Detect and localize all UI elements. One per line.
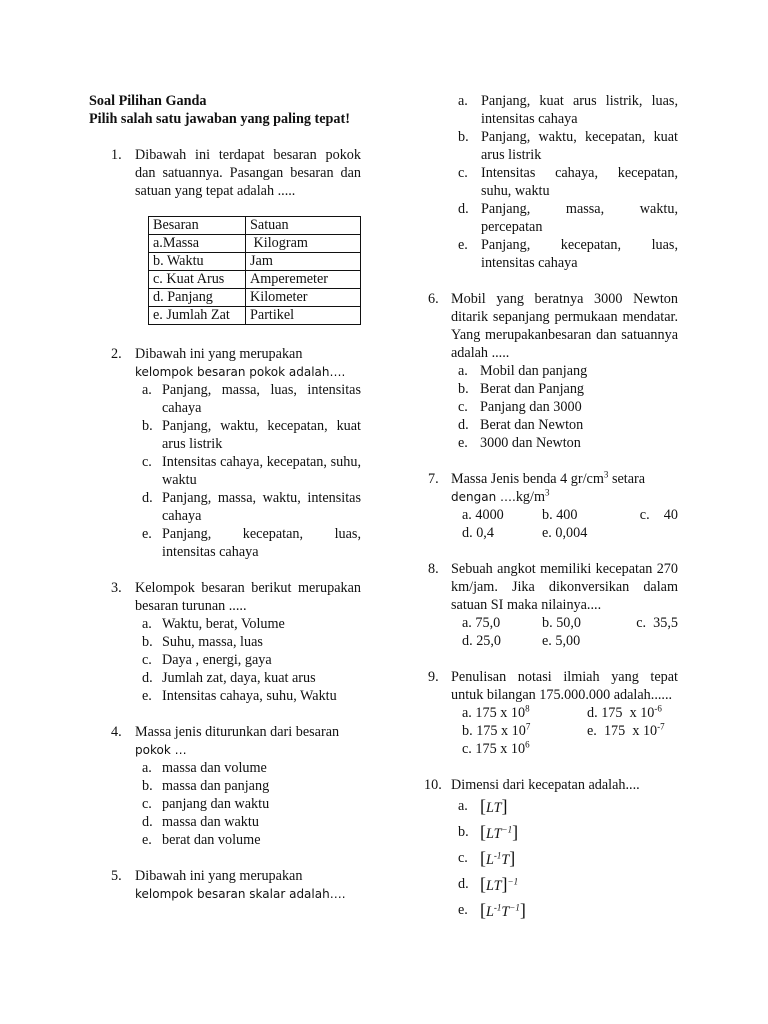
option-letter: a. [142,382,152,398]
option-text: d. 175 x 10 [587,705,655,721]
option-letter: e. [142,832,152,848]
option-letter: e. [458,237,468,253]
superscript: 3 [603,469,609,480]
option-text: Jumlah zat, daya, kuat arus [162,670,316,686]
option-letter: e. [142,526,152,542]
option-d [135,489,361,525]
question-text-continued [451,488,678,506]
option-letter: d. [458,417,469,433]
exponent: -1 [493,850,502,861]
option-text: Intensitas cahaya, suhu, Waktu [162,688,337,704]
question-number: 5. [111,868,122,884]
option-letter: e. [458,435,468,451]
question-text: Dibawah ini yang merupakan [135,868,303,884]
option-letter: d. [142,490,153,506]
option-d: d. 25,0 [462,633,502,649]
option-letter: d. [142,814,153,830]
dimension-formula: $[LT^{-1}]$ [480,822,519,842]
table-cell: Amperemeter [246,271,361,289]
table-row [149,307,361,325]
question-text-part: kg/m [515,489,545,505]
option-b [451,380,678,398]
option-text: massa dan panjang [162,778,270,794]
table-header: Satuan [246,217,361,235]
option-text: Daya , energi, gaya [162,652,272,668]
question-2 [89,345,361,561]
option-e [451,898,678,924]
question-number: 3. [111,580,122,596]
option-d [424,200,678,236]
option-letter: c. [142,796,152,812]
option-c: c. 40 [639,507,678,523]
option-text: berat dan volume [162,832,261,848]
option-a [451,362,678,380]
option-letter: b. [142,778,153,794]
option-letter: b. [142,634,153,650]
formula-text: LT [486,826,502,842]
table-row [149,289,361,307]
question-text: Mobil yang beratnya 3000 Newton ditarik sepanjang permukaan mendatar. Yang merupakanbesaran dan satuannya adalah ..... [451,291,678,361]
option-text: panjang dan waktu [162,796,270,812]
question-8 [424,560,678,650]
option-e [135,831,361,849]
table-cell: Partikel [246,307,361,325]
option-b [135,633,361,651]
question-number: 2. [111,346,122,362]
option-text: Panjang, massa, luas, intensitas cahaya [162,382,361,416]
exponent: 6 [525,739,530,750]
option-text: Berat dan Newton [480,417,584,433]
option-letter: c. [142,652,152,668]
question-6 [424,290,678,452]
option-b [135,417,361,453]
left-column [89,92,361,903]
question-number: 8. [428,561,439,577]
option-b [135,777,361,795]
option-c [451,398,678,416]
option-c [462,740,587,758]
table-cell: b. Waktu [149,253,246,271]
dimension-formula: [LT]$^{-1}$ [480,874,519,894]
option-d [587,704,678,722]
option-text: Intensitas cahaya, kecepatan, suhu, waktu [481,165,678,199]
option-letter: c. [458,165,468,181]
option-letter: b. [142,418,153,434]
option-d [451,416,678,434]
option-e [135,687,361,705]
option-letter: c. [458,850,468,866]
question-text: Massa jenis diturunkan dari besaran [135,724,340,740]
option-text: b. 175 x 10 [462,723,526,739]
question-text [451,470,678,488]
table-row [149,235,361,253]
formula-text: LT [486,878,502,894]
option-text: Panjang, kecepatan, luas, intensitas cahaya [481,237,678,271]
option-b [451,820,678,846]
formula-text: T [501,852,510,868]
option-letter: a. [142,616,152,632]
question-text: Penulisan notasi ilmiah yang tepat untuk bilangan 175.000.000 adalah...... [451,669,678,703]
question-4 [89,723,361,849]
question-text-continued: kelompok besaran pokok adalah…. [135,365,346,379]
document-title: Soal Pilihan Ganda [89,93,207,109]
formula-text: T [501,904,510,920]
dimension-formula: $[L^{-1}T]$ [480,848,516,868]
option-text: Panjang, kuat arus listrik, luas, intensitas cahaya [481,93,678,127]
question-number: 10. [424,777,442,793]
option-e: e. 0,004 [542,525,588,541]
option-letter: e. [458,902,468,918]
option-text: Mobil dan panjang [480,363,588,379]
table-cell: Kilometer [246,289,361,307]
option-text: Panjang, waktu, kecepatan, kuat arus listrik [162,418,361,452]
question-1 [89,146,361,200]
question-text: Kelompok besaran berikut merupakan besaran turunan ..... [135,580,361,614]
option-letter: a. [458,798,468,814]
option-b: b. 50,0 [542,615,582,631]
option-letter: a. [458,363,468,379]
option-c: c. 35,5 [636,615,678,631]
option-text: Berat dan Panjang [480,381,585,397]
exponent: −1 [509,902,520,913]
question-number: 7. [428,471,439,487]
option-letter: a. [142,760,152,776]
table-header: Besaran [149,217,246,235]
table-cell: c. Kuat Arus [149,271,246,289]
option-a [424,92,678,128]
exponent: -1 [493,902,502,913]
question-number: 6. [428,291,439,307]
option-a [135,759,361,777]
option-letter: a. [458,93,468,109]
question-3 [89,579,361,705]
option-a [451,794,678,820]
option-text: Intensitas cahaya, kecepatan, suhu, waktu [162,454,361,488]
formula-text: L [486,904,494,920]
option-text: Panjang, kecepatan, luas, intensitas cahaya [162,526,361,560]
question-9 [424,668,678,758]
option-b: b. 400 [542,507,578,523]
question-text: Dibawah ini yang merupakan [135,346,303,362]
besaran-satuan-table [148,216,361,325]
table-cell: Jam [246,253,361,271]
option-letter: c. [142,454,152,470]
option-c [135,651,361,669]
table-row [149,253,361,271]
dimension-formula: [LT] [480,796,508,816]
question-text-part: setara [608,471,646,487]
option-letter: b. [458,129,469,145]
exponent: −1 [507,876,519,887]
option-c [451,846,678,872]
superscript: 3 [544,487,550,498]
option-letter: d. [458,876,469,892]
option-text: Suhu, massa, luas [162,634,263,650]
exponent: -7 [657,721,665,732]
question-text-part: Massa Jenis benda 4 gr/cm [451,471,604,487]
option-b [424,128,678,164]
option-e [587,722,678,740]
question-number: 1. [111,147,122,163]
option-e: e. 5,00 [542,633,581,649]
question-text: Sebuah angkot memiliki kecepatan 270 km/jam. Jika dikonversikan dalam satuan SI maka nilainya.... [451,561,678,613]
table-cell: e. Jumlah Zat [149,307,246,325]
option-letter: e. [142,688,152,704]
option-c [424,164,678,200]
option-text: Waktu, berat, Volume [162,616,285,632]
instruction: Pilih salah satu jawaban yang paling tepat! [89,111,350,127]
option-text: massa dan waktu [162,814,259,830]
formula-text: LT [486,800,502,816]
table-cell: Kilogram [246,235,361,253]
question-text-part: dengan …. [451,490,516,504]
option-d: d. 0,4 [462,525,494,541]
options-grid [451,704,678,758]
dimension-formula: $[L^{-1}T^{-1}]$ [480,900,526,920]
option-e [451,434,678,452]
option-letter: d. [458,201,469,217]
question-5 [89,867,361,903]
question-10 [424,776,678,924]
option-text: massa dan volume [162,760,267,776]
option-text: a. 175 x 10 [462,705,526,721]
right-column [424,92,678,924]
option-c [135,453,361,489]
option-a [462,704,587,722]
option-d [135,813,361,831]
exponent: -6 [654,703,662,714]
option-c [135,795,361,813]
table-cell: a.Massa [149,235,246,253]
option-text: Panjang, massa, waktu, percepatan [481,201,678,235]
exponent: 7 [525,721,531,732]
question-5-options [424,92,678,272]
option-letter: c. [458,399,468,415]
options-grid [451,506,678,542]
option-a [135,381,361,417]
option-text: e. 175 x 10 [587,723,658,739]
exponent: 8 [525,703,530,714]
table-header-row [149,217,361,235]
option-text: Panjang dan 3000 [480,399,582,415]
question-7 [424,470,678,542]
option-d [135,669,361,687]
options-grid [451,614,678,650]
formula-text: L [486,852,494,868]
option-letter: d. [142,670,153,686]
option-e [135,525,361,561]
option-letter: b. [458,824,469,840]
option-b [462,722,587,740]
question-text: Dimensi dari kecepatan adalah.... [451,777,640,793]
option-a: a. 75,0 [462,615,501,631]
option-text: c. 175 x 10 [462,741,526,757]
exponent: −1 [501,824,513,835]
option-text: 3000 dan Newton [480,435,581,451]
question-text-continued: kelompok besaran skalar adalah…. [135,887,346,901]
option-letter: b. [458,381,469,397]
option-text: Panjang, waktu, kecepatan, kuat arus listrik [481,129,678,163]
option-e [424,236,678,272]
table-cell: d. Panjang [149,289,246,307]
option-a: a. 4000 [462,507,504,523]
option-a [135,615,361,633]
question-number: 9. [428,669,439,685]
question-number: 4. [111,724,122,740]
question-text: Dibawah ini terdapat besaran pokok dan satuannya. Pasangan besaran dan satuan yang tepat adalah ..... [135,147,361,199]
option-d [451,872,678,898]
question-text-continued: pokok … [135,743,187,757]
option-text: Panjang, massa, waktu, intensitas cahaya [162,490,361,524]
table-row [149,271,361,289]
